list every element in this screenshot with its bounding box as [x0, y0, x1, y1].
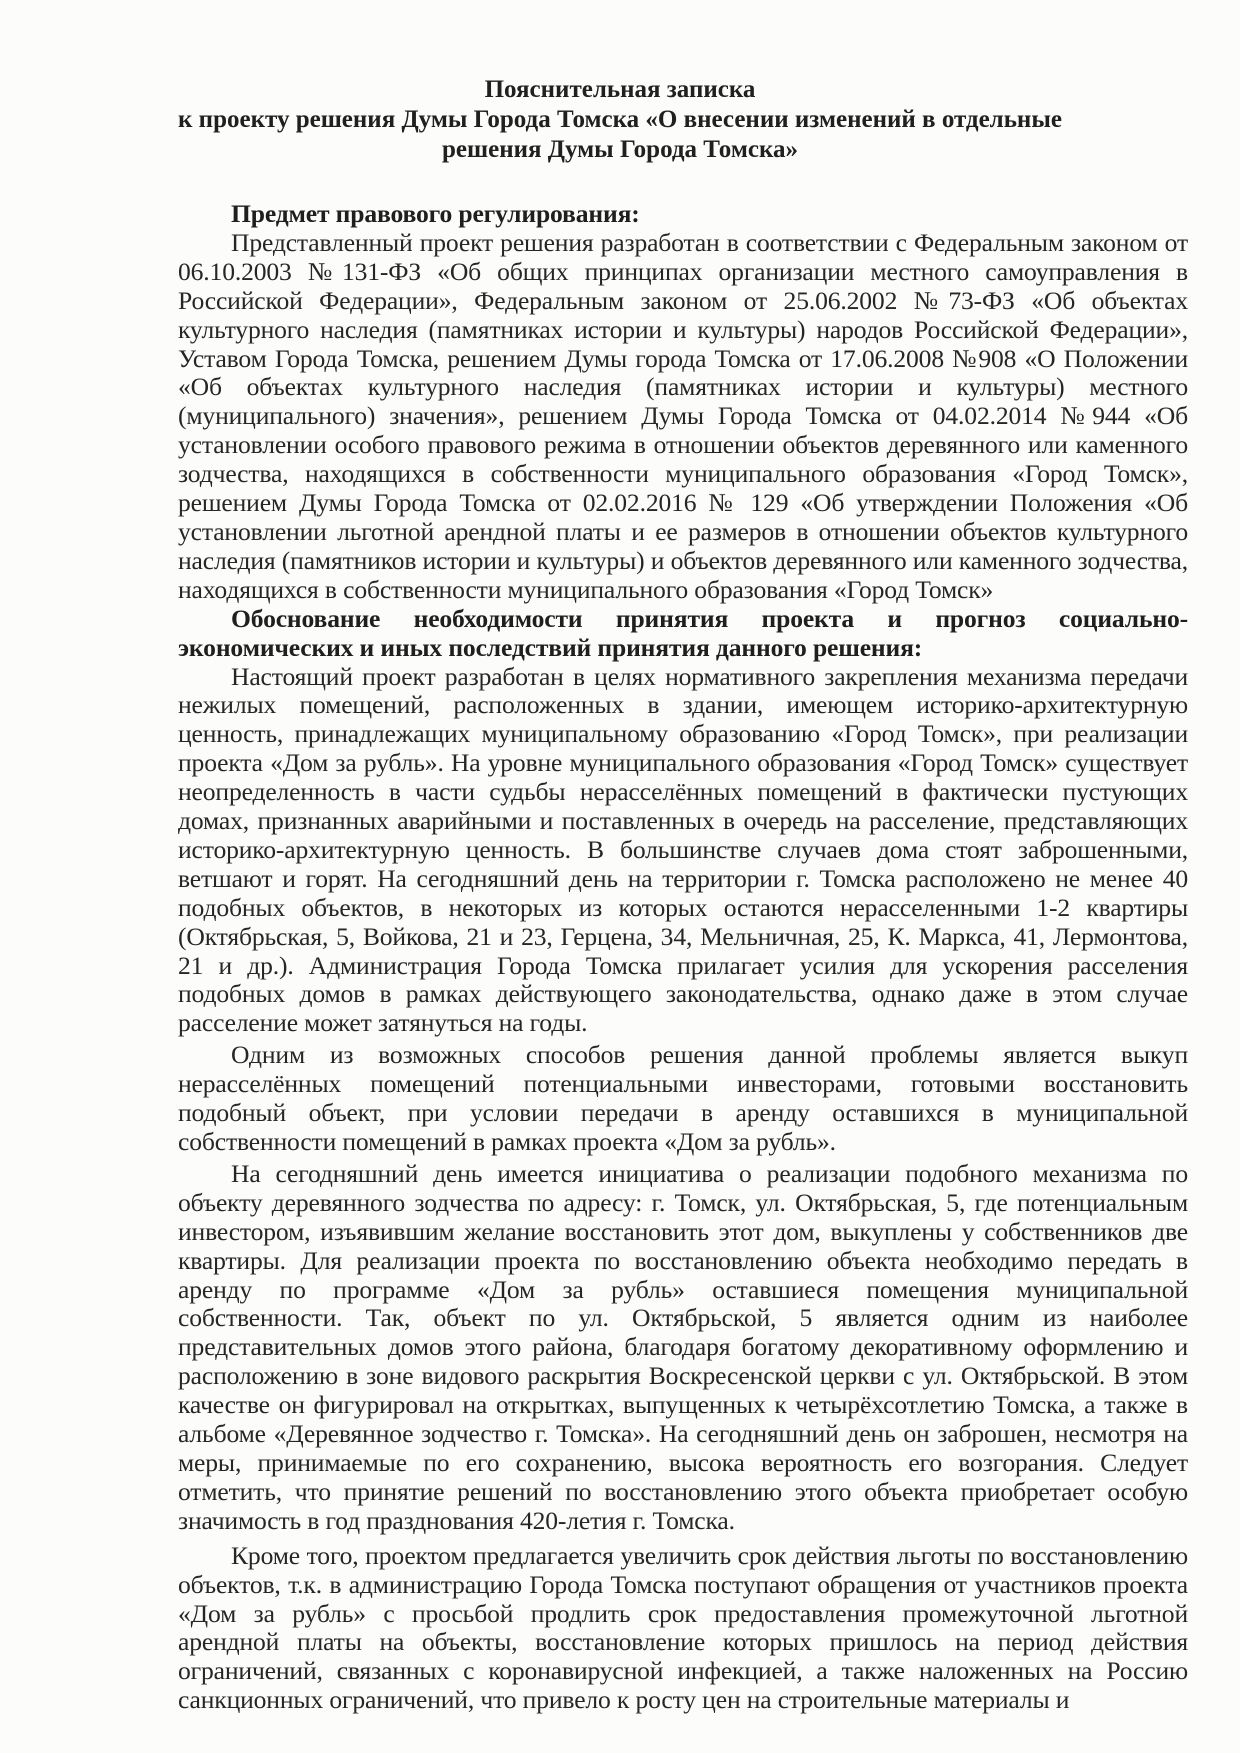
paragraph-initiative: На сегодняшний день имеется инициатива о реализации подобного механизма по объекту деревянного зодчества по адресу: г. Томск, ул. Октябрьская, 5, где потенциальным инвестором, изъявившим желание восстановить этот дом, выкуплены у собственников две квартиры. Для реализации проекта по восстановлению объекта необходимо передать в аренду по программе «Дом за рубль» оставшиеся помещения муниципальной собственности. Так, объект по ул. Октябрьской, 5 является одним из наиболее представительных домов этого района, благодаря богатому декоративному оформлению и расположению в зоне видового раскрытия Воскресенской церкви с ул. Октябрьской. В этом качестве он фигурировал на открытках, выпущенных к четырёхсотлетию Томска, а также в альбоме «Деревянное зодчество г. Томска». На сегодняшний день он заброшен, несмотря на меры, принимаемые по его сохранению, высока вероятность его возгорания. Следует отметить, что принятие решений по восстановлению этого объекта приобретает особую значимость в год празднования 420-летия г. Томска.	[178, 1158, 1188, 1535]
document-body	[178, 200, 1188, 1715]
title-line-2: к проекту решения Думы Города Томска «О внесении изменений в отдельные	[178, 106, 1062, 133]
title-line-3: решения Думы Города Томска»	[442, 136, 798, 163]
paragraph-solution: Одним из возможных способов решения данной проблемы является выкуп нерасселённых помещений потенциальными инвесторами, готовыми восстановить подобный объект, при условии передачи в аренду оставшихся в муниципальной собственности помещений в рамках проекта «Дом за рубль».	[178, 1040, 1188, 1156]
title-line-1: Пояснительная записка	[484, 76, 756, 103]
section-heading-subject: Предмет правового регулирования:	[231, 199, 640, 228]
paragraph-extension: Кроме того, проектом предлагается увеличить срок действия льготы по восстановлению объектов, т.к. в администрацию Города Томска поступают обращения от участников проекта «Дом за рубль» с просьбой продлить срок предоставления промежуточной льготной арендной платы на объекты, восстановление которых пришлось на период действия ограничений, связанных с коронавирусной инфекцией, а также наложенных на Россию санкционных ограничений, что привело к росту цен на строительные материалы и	[178, 1540, 1188, 1715]
section-heading-justification: Обоснование необходимости принятия проекта и прогноз социально-экономических и иных последствий принятия данного решения:	[178, 603, 1188, 662]
document-title	[150, 75, 1090, 165]
paragraph-purpose: Настоящий проект разработан в целях нормативного закрепления механизма передачи нежилых помещений, расположенных в здании, имеющем историко-архитектурную ценность, принадлежащих муниципальному образованию «Город Томск», при реализации проекта «Дом за рубль». На уровне муниципального образования «Город Томск» существует неопределенность в части судьбы нерасселённых помещений в фактически пустующих домах, признанных аварийными и поставленных в очередь на расселение, представляющих историко-архитектурную ценность. В большинстве случаев дома стоят заброшенными, ветшают и горят. На сегодняшний день на территории г. Томска расположено не менее 40 подобных объектов, в некоторых из которых остаются нерасселенными 1-2 квартиры (Октябрьская, 5, Войкова, 21 и 23, Герцена, 34, Мельничная, 25, К. Маркса, 41, Лермонтова, 21 и др.). Администрация Города Томска прилагает усилия для ускорения расселения подобных домов в рамках действующего законодательства, однако даже в этом случае расселение может затянуться на годы.	[178, 661, 1188, 1038]
paragraph-legal-basis: Представленный проект решения разработан в соответствии с Федеральным законом от 06.10.2003 №131-ФЗ «Об общих принципах организации местного самоуправления в Российской Федерации», Федеральным законом от 25.06.2002 №73-ФЗ «Об объектах культурного наследия (памятниках истории и культуры) народов Российской Федерации», Уставом Города Томска, решением Думы города Томска от 17.06.2008 №908 «О Положении «Об объектах культурного наследия (памятниках истории и культуры) местного (муниципального) значения», решением Думы Города Томска от 04.02.2014 №944 «Об установлении особого правового режима в отношении объектов деревянного или каменного зодчества, находящихся в собственности муниципального образования «Город Томск», решением Думы Города Томска от 02.02.2016 № 129 «Об утверждении Положения «Об установлении льготной арендной платы и ее размеров в отношении объектов культурного наследия (памятников истории и культуры) и объектов деревянного или каменного зодчества, находящихся в собственности муниципального образования «Город Томск»	[178, 227, 1188, 604]
